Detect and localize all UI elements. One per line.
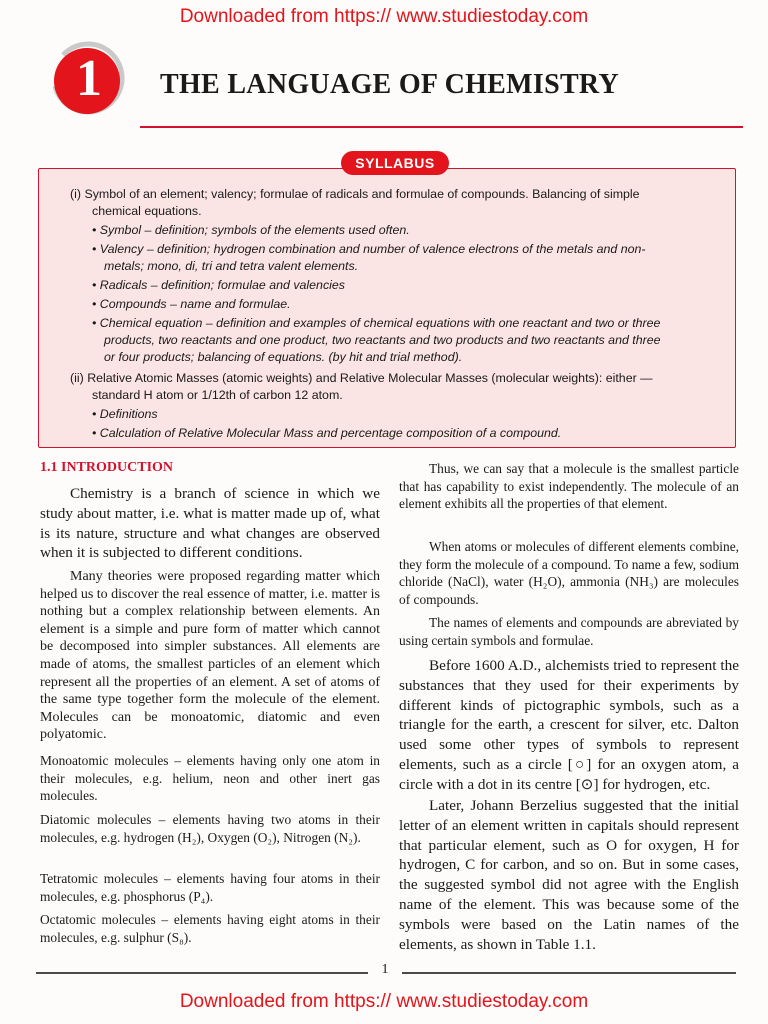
syllabus-line: (ii) Relative Atomic Masses (atomic weights) and Relative Molecular Masses (molecular weights): either — bbox=[70, 371, 653, 385]
paragraph: When atoms or molecules of different elements combine, they form the molecule of a compound. To name a few, sodium chloride (NaCl), water (H₂O), ammonia (NH₃) are molecules of compounds. bbox=[399, 539, 739, 608]
footer-rule-right bbox=[402, 972, 736, 974]
syllabus-line: • Radicals – definition; formulae and valencies bbox=[92, 278, 345, 292]
paragraph: Octatomic molecules – elements having eight atoms in their molecules, e.g. sulphur (S₈). bbox=[40, 912, 380, 945]
syllabus-line: • Calculation of Relative Molecular Mass and percentage composition of a compound. bbox=[92, 426, 562, 440]
syllabus-line: • Definitions bbox=[92, 407, 158, 421]
section-heading: 1.1 INTRODUCTION bbox=[40, 460, 174, 475]
paragraph: The names of elements and compounds are abreviated by using certain symbols and formulae. bbox=[399, 615, 739, 648]
paragraph: Many theories were proposed regarding matter which helped us to discover the real essence of matter, i.e. matter is nothing but a complex relationship between elements. An element is a simple and pure form of matter which cannot be decomposed into simpler substances. All elements are made of atoms, the smallest particles of an element which represent all the properties of an element. A set of atoms of the same type together form the molecule of the element. Molecules can be monoatomic, diatomic and even polyatomic. bbox=[40, 569, 380, 743]
paragraph: Before 1600 A.D., alchemists tried to represent the substances that they used for their experiments by different kinds of pictographic symbols, such as a triangle for the earth, a crescent for silver, etc. Dalton used some other types of symbols to represent elements, such as a circle [○] for an oxygen atom, a circle with a dot in its centre [⊙] for hydrogen, etc. bbox=[399, 657, 739, 793]
download-banner-bottom: Downloaded from https:// www.studiestoday.com bbox=[179, 991, 589, 1012]
download-banner-top: Downloaded from https:// www.studiestoday.com bbox=[179, 6, 589, 27]
syllabus-line: • Valency – definition; hydrogen combination and number of valence electrons of the metals and non- bbox=[92, 242, 646, 256]
page-number: 1 bbox=[381, 962, 389, 977]
syllabus-line: standard H atom or 1/12th of carbon 12 atom. bbox=[92, 388, 343, 402]
title-divider bbox=[140, 126, 743, 128]
chapter-number: 1 bbox=[76, 50, 102, 107]
paragraph: Chemistry is a branch of science in which we study about matter, i.e. what is matter made up of, what is its nature, structure and what changes are observed when it is subjected to different conditions. bbox=[40, 485, 380, 562]
paragraph: Monoatomic molecules – elements having only one atom in their molecules, e.g. helium, neon and other inert gas molecules. bbox=[40, 753, 380, 804]
syllabus-line: or four products; balancing of equations. (by hit and trial method). bbox=[104, 350, 463, 364]
syllabus-line: • Chemical equation – definition and examples of chemical equations with one reactant and two or three bbox=[92, 316, 661, 330]
syllabus-line: chemical equations. bbox=[92, 204, 202, 218]
syllabus-line: • Symbol – definition; symbols of the elements used often. bbox=[92, 223, 410, 237]
chapter-title: THE LANGUAGE OF CHEMISTRY bbox=[160, 69, 619, 100]
syllabus-line: products, two reactants and one product, two reactants and two products and two reactants and three bbox=[104, 333, 661, 347]
paragraph: Thus, we can say that a molecule is the smallest particle that has capability to exist independently. The molecule of an element exhibits all the properties of that element. bbox=[399, 461, 739, 512]
syllabus-line: • Compounds – name and formulae. bbox=[92, 297, 291, 311]
syllabus-label: SYLLABUS bbox=[341, 151, 449, 175]
paragraph: Diatomic molecules – elements having two atoms in their molecules, e.g. hydrogen (H₂), Oxygen (O₂), Nitrogen (N₂). bbox=[40, 812, 380, 845]
syllabus-line: (i) Symbol of an element; valency; formulae of radicals and formulae of compounds. Balancing of simple bbox=[70, 187, 640, 201]
paragraph: Later, Johann Berzelius suggested that the initial letter of an element written in capitals should represent that particular element, such as O for oxygen, H for hydrogen, C for carbon, and so on. But in some cases, the suggested symbol did not agree with the English name of the element. This was because some of the symbols were based on the Latin names of the elements, as shown in Table 1.1. bbox=[399, 797, 739, 953]
footer-rule-left bbox=[36, 972, 368, 974]
syllabus-line: metals; mono, di, tri and tetra valent elements. bbox=[104, 259, 359, 273]
paragraph: Tetratomic molecules – elements having four atoms in their molecules, e.g. phosphorus (P₄). bbox=[40, 871, 380, 904]
